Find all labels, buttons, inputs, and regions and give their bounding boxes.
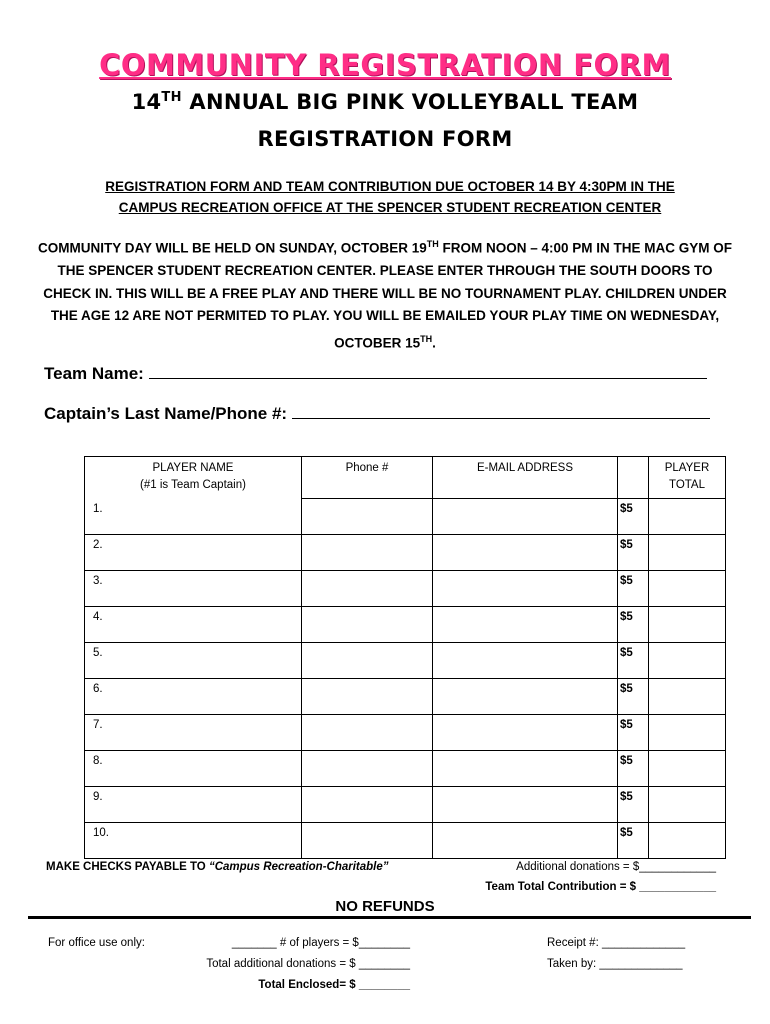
header-price-blank [618,457,649,499]
form-title: COMMUNITY REGISTRATION FORM [99,48,671,82]
player-row [85,787,726,823]
player-fee: $5 [620,827,633,839]
player-price-cell [618,643,649,679]
player-number: 1. [93,502,103,515]
player-price-cell [618,715,649,751]
player-number: 3. [93,575,103,587]
player-email-cell[interactable] [433,751,618,787]
player-email-cell[interactable] [433,787,618,823]
office-calculations [185,933,410,996]
player-number: 5. [93,647,103,659]
office-players[interactable]: _______ # of players = $________ [231,937,410,949]
office-receipt[interactable]: Receipt #: _____________ [547,937,686,949]
player-fee: $5 [620,503,633,515]
player-phone-cell[interactable] [302,607,433,643]
player-row [85,751,726,787]
player-row [85,823,726,859]
header-player-total [649,457,726,499]
player-phone-cell[interactable] [302,823,433,859]
player-name-cell[interactable] [85,715,302,751]
player-total-cell[interactable] [649,643,726,679]
player-row [85,607,726,643]
team-name-label: Team Name: [44,364,149,383]
player-phone-cell[interactable] [302,679,433,715]
player-total-cell[interactable] [649,535,726,571]
deadline-line1: REGISTRATION FORM AND TEAM CONTRIBUTION DUE OCTOBER 14 BY 4:30PM IN THE [105,179,675,194]
office-receipt-block [547,933,685,975]
deadline-line2: CAMPUS RECREATION OFFICE AT THE SPENCER STUDENT RECREATION CENTER [118,200,662,215]
donation-summary [485,857,716,897]
player-price-cell [618,571,649,607]
player-price-cell [618,535,649,571]
checks-payee: “Campus Recreation-Charitable” [208,861,389,873]
player-email-cell[interactable] [433,643,618,679]
header-player-name-line2: (#1 is Team Captain) [140,479,246,491]
event-info [32,233,738,355]
player-total-cell[interactable] [649,751,726,787]
player-price-cell [618,679,649,715]
player-row [85,571,726,607]
header-phone [302,457,433,499]
player-table [84,456,726,859]
header-email [433,457,618,499]
player-phone-cell[interactable] [302,535,433,571]
player-row [85,679,726,715]
player-fee: $5 [620,647,633,659]
captain-field[interactable] [44,402,710,424]
player-fee: $5 [620,791,633,803]
info-sup1: TH [426,239,439,249]
player-fee: $5 [620,611,633,623]
player-number: 7. [93,719,103,731]
info-part2: FROM NOON – 4:00 PM IN THE MAC GYM OF THE SPENCER STUDENT RECREATION CENTER. PLEASE ENTER THROUGH THE SOUTH DOORS TO CHECK IN. THIS WILL BE A FREE PLAY AND THERE WILL BE NO TOURNAMENT PLAY. CHILDREN UNDER THE AGE 12 ARE NOT PERMITED TO PLAY. YOU WILL BE EMAILED YOUR PLAY TIME ON WEDNESDAY, OCTOBER 15 [43,240,733,350]
info-part1: COMMUNITY DAY WILL BE HELD ON SUNDAY, OCTOBER 19 [37,240,427,256]
player-row [85,643,726,679]
player-price-cell [618,787,649,823]
player-phone-cell[interactable] [302,751,433,787]
checks-prefix: MAKE CHECKS PAYABLE TO [46,861,209,873]
player-number: 6. [93,683,103,695]
player-phone-cell[interactable] [302,571,433,607]
player-fee: $5 [620,683,633,695]
player-number: 9. [93,791,103,803]
player-number: 4. [93,611,103,623]
player-name-cell[interactable] [85,571,302,607]
player-email-cell[interactable] [433,823,618,859]
player-row [85,499,726,535]
no-refunds: NO REFUNDS [335,898,435,915]
header-total-line2: TOTAL [669,479,705,491]
player-table-header [85,457,726,499]
additional-donations[interactable]: Additional donations = $____________ [516,861,716,873]
player-email-cell[interactable] [433,679,618,715]
player-name-cell[interactable] [85,823,302,859]
player-row [85,715,726,751]
info-sup2: TH [420,333,433,344]
player-number: 2. [93,539,103,551]
player-price-cell [618,499,649,535]
player-fee: $5 [620,575,633,587]
player-total-cell[interactable] [649,607,726,643]
player-phone-cell[interactable] [302,499,433,535]
player-name-cell[interactable] [85,607,302,643]
player-phone-cell[interactable] [302,787,433,823]
player-phone-cell[interactable] [302,715,433,751]
office-use-label: For office use only: [48,937,145,949]
header-phone-label: Phone # [345,462,389,474]
player-name-cell[interactable] [85,535,302,571]
player-total-cell[interactable] [649,571,726,607]
header-total-line1: PLAYER [664,462,710,474]
player-total-cell[interactable] [649,787,726,823]
divider [28,916,751,919]
captain-label: Captain’s Last Name/Phone #: [44,404,292,423]
team-total[interactable]: Team Total Contribution = $ ____________ [485,881,716,893]
player-email-cell[interactable] [433,715,618,751]
subtitle-text: ANNUAL BIG PINK VOLLEYBALL TEAM [181,90,639,114]
player-name-cell[interactable] [85,679,302,715]
player-total-cell[interactable] [649,715,726,751]
office-taken-by[interactable]: Taken by: _____________ [547,958,683,970]
player-name-cell[interactable] [85,751,302,787]
header-email-label: E-MAIL ADDRESS [476,462,574,474]
subtitle-superscript: TH [161,90,182,105]
subtitle-line1 [0,90,770,114]
player-price-cell [618,823,649,859]
player-email-cell[interactable] [433,535,618,571]
info-part3: . [432,335,436,350]
subtitle-number: 14 [131,90,162,114]
player-price-cell [618,607,649,643]
office-enclosed[interactable]: Total Enclosed= $ ________ [258,979,410,991]
header-player-name-line1: PLAYER NAME [152,462,234,474]
player-fee: $5 [620,539,633,551]
player-total-cell[interactable] [649,679,726,715]
player-total-cell[interactable] [649,499,726,535]
player-row [85,535,726,571]
header-player-name [85,457,302,499]
player-name-cell[interactable] [85,499,302,535]
player-number: 8. [93,755,103,767]
player-fee: $5 [620,755,633,767]
player-price-cell [618,751,649,787]
player-number: 10. [93,827,109,839]
player-fee: $5 [620,719,633,731]
player-name-cell[interactable] [85,787,302,823]
subtitle-line2: REGISTRATION FORM [257,127,513,151]
office-additional[interactable]: Total additional donations = $ ________ [206,958,410,970]
team-name-blank[interactable] [149,362,707,379]
player-name-cell[interactable] [85,643,302,679]
player-phone-cell[interactable] [302,643,433,679]
player-email-cell[interactable] [433,571,618,607]
captain-blank[interactable] [292,402,710,419]
deadline-notice [40,176,740,218]
team-name-field[interactable] [44,362,707,384]
player-total-cell[interactable] [649,823,726,859]
checks-payable [46,861,389,873]
player-email-cell[interactable] [433,499,618,535]
player-email-cell[interactable] [433,607,618,643]
